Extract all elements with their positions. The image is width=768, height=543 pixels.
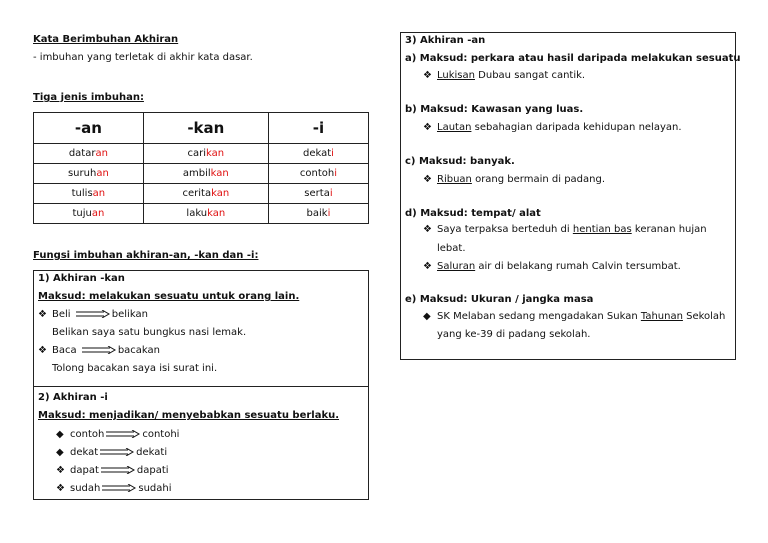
header-i: -i	[268, 113, 368, 144]
an-example-d1-cont: lebat.	[437, 243, 466, 254]
base-word: ambil	[182, 168, 211, 179]
example-to: dekati	[136, 447, 168, 458]
suffix-part: i	[334, 168, 338, 179]
star-bullet-icon: ❖	[423, 70, 432, 81]
kan-sentence-2: Tolong bacakan saya isi surat ini.	[52, 363, 218, 374]
function-heading: Fungsi imbuhan akhiran-an, -kan dan -i:	[33, 250, 259, 261]
types-heading: Tiga jenis imbuhan:	[33, 92, 144, 103]
kan-title: 1) Akhiran -kan	[38, 273, 125, 284]
function-box	[33, 270, 369, 500]
highlight-word: Ribuan	[437, 174, 472, 185]
example-to: dapati	[136, 465, 169, 476]
table-cell	[143, 164, 268, 184]
suffix-part: i	[327, 208, 331, 219]
suffix-part: an	[92, 188, 106, 199]
example-text: Sekolah	[682, 311, 726, 322]
example-from: dapat	[70, 465, 99, 476]
an-example-d1	[423, 224, 707, 235]
highlight-word: Saluran	[437, 261, 476, 272]
highlight-word: Lukisan	[437, 70, 475, 81]
kan-example-1	[38, 309, 148, 320]
suffix-table	[33, 112, 369, 224]
table-cell	[143, 204, 268, 224]
section-divider	[34, 386, 368, 387]
an-example-d2	[423, 261, 681, 272]
star-bullet-icon: ❖	[38, 309, 47, 320]
example-to: bacakan	[117, 345, 160, 356]
base-word: serta	[304, 188, 330, 199]
table-cell	[268, 164, 368, 184]
highlight-word: Lautan	[437, 122, 472, 133]
kan-sentence-1: Belikan saya satu bungkus nasi lemak.	[52, 327, 247, 338]
base-word: baik	[306, 208, 328, 219]
table-row	[34, 164, 369, 184]
example-from: sudah	[70, 483, 101, 494]
table-cell	[34, 204, 144, 224]
suffix-part: i	[329, 188, 333, 199]
arrow-right-icon	[101, 466, 135, 474]
diamond-bullet-icon: ◆	[56, 429, 64, 440]
an-meaning-a: a) Maksud: perkara atau hasil daripada melakukan sesuatu	[405, 53, 741, 64]
star-bullet-icon: ❖	[423, 122, 432, 133]
i-example	[56, 429, 179, 440]
star-bullet-icon: ❖	[56, 465, 65, 476]
suffix-part: an	[91, 208, 105, 219]
star-bullet-icon: ❖	[423, 224, 432, 235]
example-text: SK Melaban sedang mengadakan Sukan	[437, 311, 641, 322]
an-example-e-cont: yang ke-39 di padang sekolah.	[437, 329, 591, 340]
table-cell	[143, 184, 268, 204]
example-text: Dubau sangat cantik.	[474, 70, 586, 81]
arrow-right-icon	[106, 430, 140, 438]
example-from: Baca	[52, 345, 77, 356]
example-to: sudahi	[138, 483, 172, 494]
arrow-right-icon	[76, 310, 110, 318]
an-meaning-d: d) Maksud: tempat/ alat	[405, 208, 541, 219]
example-from: contoh	[70, 429, 105, 440]
suffix-part: i	[331, 148, 334, 159]
diamond-bullet-icon: ◆	[56, 447, 64, 458]
arrow-right-icon	[102, 484, 136, 492]
star-bullet-icon: ❖	[56, 483, 65, 494]
an-meaning-c: c) Maksud: banyak.	[405, 156, 515, 167]
i-example	[56, 447, 167, 458]
an-example-a	[423, 70, 585, 81]
example-from: Beli	[52, 309, 71, 320]
table-cell	[143, 144, 268, 164]
arrow-right-icon	[82, 346, 116, 354]
table-cell	[268, 144, 368, 164]
base-word: suruh	[67, 168, 97, 179]
base-word: cerita	[182, 188, 212, 199]
an-meaning-e: e) Maksud: Ukuran / jangka masa	[405, 294, 594, 305]
example-text: air di belakang rumah Calvin tersumbat.	[475, 261, 681, 272]
star-bullet-icon: ❖	[423, 261, 432, 272]
suffix-part: kan	[211, 188, 230, 199]
base-word: dekat	[302, 148, 332, 159]
table-cell	[34, 164, 144, 184]
base-word: datar	[68, 148, 96, 159]
example-text: keranan hujan	[631, 224, 707, 235]
base-word: tuju	[72, 208, 92, 219]
example-text: Saya terpaksa berteduh di	[437, 224, 573, 235]
i-title: 2) Akhiran -i	[38, 392, 108, 403]
highlight-word: Tahunan	[640, 311, 683, 322]
star-bullet-icon: ❖	[38, 345, 47, 356]
base-word: laku	[186, 208, 208, 219]
header-kan: -kan	[143, 113, 268, 144]
an-title: 3) Akhiran -an	[405, 35, 486, 46]
table-cell	[268, 204, 368, 224]
i-example	[56, 483, 172, 494]
base-word: tulis	[71, 188, 93, 199]
table-cell	[34, 144, 144, 164]
akhiran-an-box	[400, 32, 741, 360]
example-to: belikan	[111, 309, 148, 320]
i-meaning: Maksud: menjadikan/ menyebabkan sesuatu berlaku.	[38, 410, 340, 421]
table-cell	[268, 184, 368, 204]
page-title: Kata Berimbuhan Akhiran	[33, 34, 179, 45]
diamond-bullet-icon: ◆	[423, 311, 431, 322]
highlight-word: hentian bas	[572, 224, 632, 235]
header-an: -an	[34, 113, 144, 144]
table-row	[34, 204, 369, 224]
table-header-row	[34, 113, 369, 144]
suffix-part: an	[96, 168, 109, 179]
i-example	[56, 465, 169, 476]
example-to: contohi	[142, 429, 180, 440]
an-meaning-b: b) Maksud: Kawasan yang luas.	[405, 104, 584, 115]
example-text: orang bermain di padang.	[471, 174, 606, 185]
an-example-c	[423, 174, 605, 185]
table-row	[34, 144, 369, 164]
suffix-part: an	[95, 148, 108, 159]
definition-text: - imbuhan yang terletak di akhir kata dasar.	[33, 52, 253, 63]
star-bullet-icon: ❖	[423, 174, 432, 185]
arrow-right-icon	[100, 448, 134, 456]
kan-example-2	[38, 345, 160, 356]
suffix-part: kan	[210, 168, 229, 179]
kan-meaning: Maksud: melakukan sesuatu untuk orang lain.	[38, 291, 300, 302]
base-word: cari	[187, 148, 207, 159]
suffix-part: kan	[206, 148, 225, 159]
an-example-e	[423, 311, 725, 322]
base-word: contoh	[299, 168, 335, 179]
example-text: sebahagian daripada kehidupan nelayan.	[471, 122, 682, 133]
suffix-part: kan	[207, 208, 226, 219]
table-cell	[34, 184, 144, 204]
table-row	[34, 184, 369, 204]
example-from: dekat	[70, 447, 99, 458]
an-example-b	[423, 122, 682, 133]
